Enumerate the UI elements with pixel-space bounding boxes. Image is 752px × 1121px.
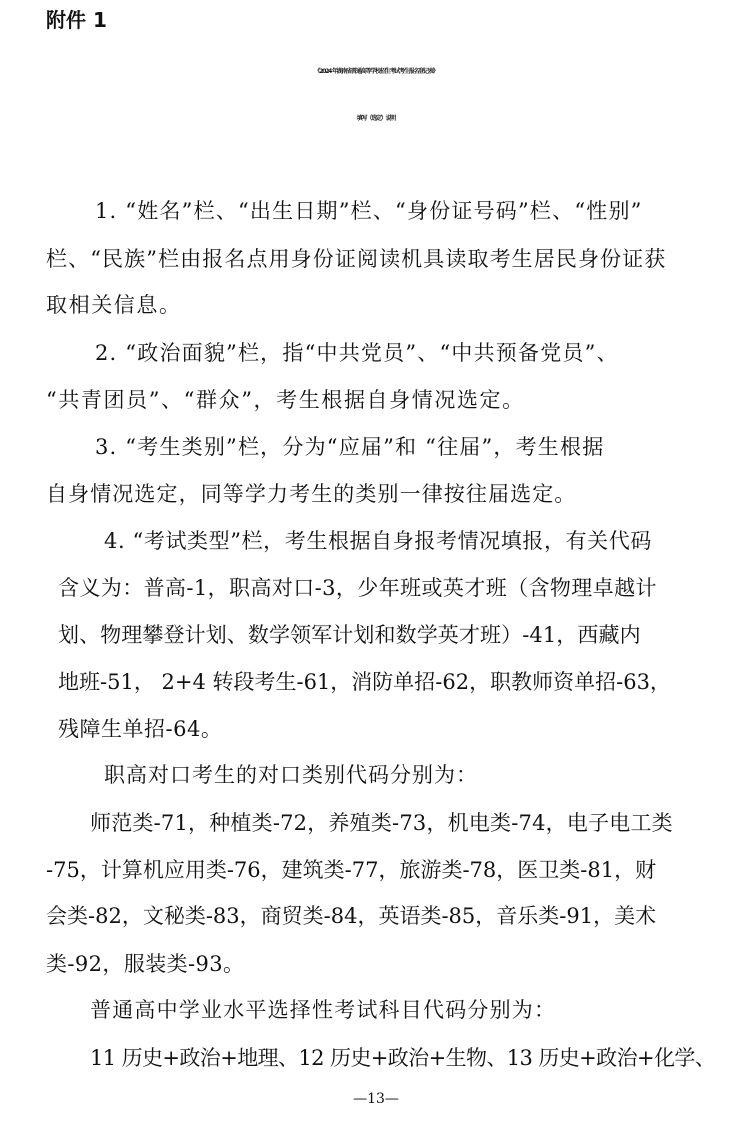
- item-1-line-2: 栏、“民族”栏由报名点用身份证阅读机具读取考生居民身份证获: [46, 247, 667, 271]
- title-line-1: 《2024 年湖南省普通高等学校招生考试考生报名登记表》: [314, 68, 438, 75]
- item-4-line-3: 划、物理攀登计划、数学领军计划和数学英才班）-41，西藏内: [58, 623, 641, 647]
- item-2-line-2: “共青团员”、“群众”，考生根据自身情况选定。: [46, 388, 525, 412]
- item-4-line-1: 4. “考试类型”栏，考生根据自身报考情况填报，有关代码: [104, 529, 652, 553]
- vocational-codes-line-2: -75，计算机应用类-76，建筑类-77，旅游类-78，医卫类-81，财: [46, 858, 657, 882]
- page-number: —13—: [353, 1091, 399, 1107]
- subject-codes-heading: 普通高中学业水平选择性考试科目代码分别为：: [90, 998, 557, 1022]
- attachment-label: 附件 1: [46, 8, 107, 32]
- item-2-line-1: 2. “政治面貌”栏，指“中共党员”、“中共预备党员”、: [95, 341, 619, 365]
- item-3-line-2: 自身情况选定，同等学力考生的类别一律按往届选定。: [46, 482, 577, 506]
- item-4-line-2: 含义为：普高-1，职高对口-3，少年班或英才班（含物理卓越计: [58, 576, 657, 600]
- item-3-line-1: 3. “考生类别”栏，分为“应届”和 “往届”，考生根据: [95, 435, 605, 459]
- item-4-line-4: 地班-51， 2+4 转段考生-61，消防单招-62，职教师资单招-63，: [58, 670, 671, 694]
- item-1-line-1: 1. “姓名”栏、“出生日期”栏、“身份证号码”栏、“性别”: [95, 199, 643, 223]
- vocational-codes-line-3: 会类-82，文秘类-83，商贸类-84，英语类-85，音乐类-91，美术: [46, 904, 657, 928]
- item-4-line-5: 残障生单招-64。: [58, 717, 223, 741]
- title-line-2: 填写（选定）说明: [356, 115, 396, 122]
- item-1-line-3: 取相关信息。: [46, 293, 182, 317]
- vocational-codes-line-4: 类-92，服装类-93。: [46, 952, 245, 976]
- subject-codes-line-1: 11 历史+政治+地理、12 历史+政治+生物、13 历史+政治+化学、: [90, 1046, 716, 1070]
- vocational-codes-line-1: 师范类-71，种植类-72，养殖类-73，机电类-74，电子电工类: [90, 811, 673, 835]
- vocational-codes-heading: 职高对口考生的对口类别代码分别为：: [104, 763, 478, 787]
